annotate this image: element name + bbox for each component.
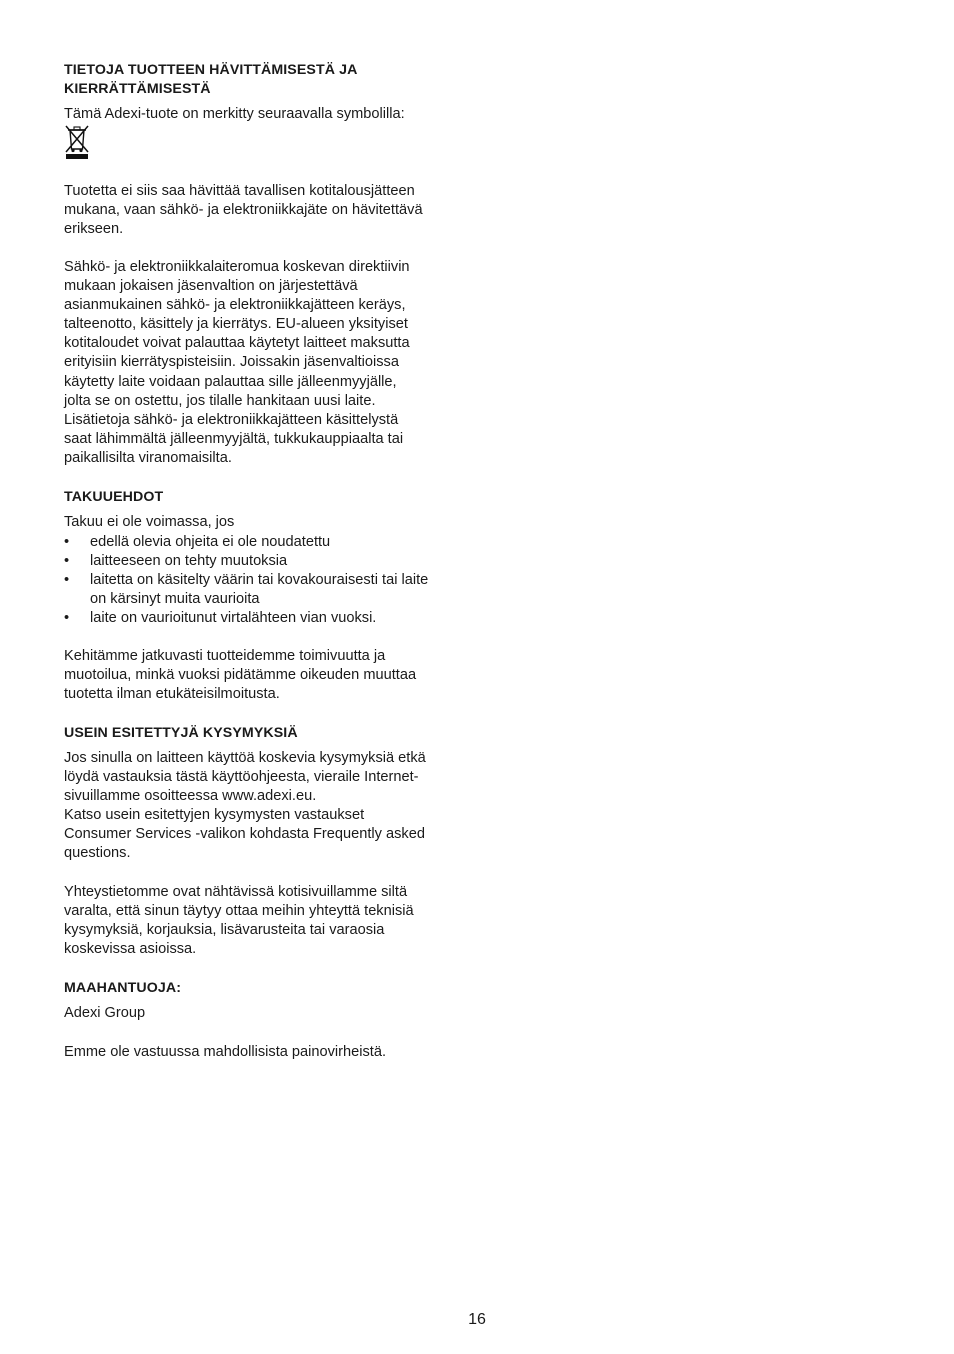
- faq-paragraph-1: [64, 749, 474, 864]
- disposal-intro: Tämä Adexi-tuote on merkitty seuraavalla symbolilla:: [64, 106, 405, 122]
- text-line: Lisätietoja sähkö- ja elektroniikkajätteen käsittelystä: [64, 411, 399, 428]
- bullet-icon: •: [64, 534, 70, 550]
- faq-heading: USEIN ESITETTYJÄ KYSYMYKSIÄ: [64, 725, 298, 741]
- text-line: koskevissa asioissa.: [64, 941, 197, 958]
- importer-heading: MAAHANTUOJA:: [64, 980, 182, 996]
- text-line: questions.: [64, 845, 131, 862]
- text-line: käytetty laite voidaan palauttaa sille jälleenmyyjälle,: [64, 373, 397, 390]
- text-line: erityisiin kierrätyspisteisiin. Joissakin jäsenvaltioissa: [64, 354, 399, 371]
- warranty-condition-item: [64, 571, 474, 609]
- disposal-heading-line: KIERRÄTTÄMISESTÄ: [64, 81, 211, 97]
- bullet-icon: •: [64, 610, 70, 627]
- text-line: saat lähimmältä jälleenmyyjältä, tukkukauppiaalta tai: [64, 430, 404, 447]
- text-line: Jos sinulla on laitteen käyttöä koskevia kysymyksiä etkä: [64, 750, 426, 766]
- text-line: varalta, että sinun täytyy ottaa meihin yhteyttä teknisiä: [64, 903, 414, 920]
- text-line: kotitaloudet voivat palauttaa käytetyt laitteet maksutta: [64, 335, 410, 352]
- printing-errors-disclaimer: Emme ole vastuussa mahdollisista painovirheistä.: [64, 1044, 387, 1060]
- faq-paragraph-2: [64, 883, 474, 959]
- text-line: tuotetta ilman etukäteisilmoitusta.: [64, 686, 280, 703]
- text-line: jolta se on ostettu, jos tilalle hankitaan uusi laite.: [64, 392, 376, 409]
- text-line: laitteeseen on tehty muutoksia: [90, 553, 288, 570]
- text-line: Consumer Services -valikon kohdasta Frequently asked: [64, 826, 425, 843]
- text-line: mukana, vaan sähkö- ja elektroniikkajäte on hävitettävä: [64, 202, 423, 219]
- text-line: Kehitämme jatkuvasti tuotteidemme toimivuutta ja: [64, 648, 386, 664]
- disposal-heading: [64, 61, 474, 99]
- text-line: Sähkö- ja elektroniikkalaiteromua koskevan direktiivin: [64, 259, 410, 275]
- disposal-paragraph-2: [64, 258, 474, 468]
- text-line: löydä vastauksia tästä käyttöohjeesta, vieraile Internet-: [64, 769, 419, 786]
- warranty-intro: Takuu ei ole voimassa, jos: [64, 514, 235, 530]
- text-line: Tuotetta ei siis saa hävittää tavallisen kotitalousjätteen: [64, 183, 415, 199]
- disposal-paragraph-1: [64, 182, 474, 239]
- importer-name: Adexi Group: [64, 1005, 146, 1021]
- text-line: Yhteystietomme ovat nähtävissä kotisivuillamme siltä: [64, 884, 408, 900]
- text-line: asianmukainen sähkö- ja elektroniikkajätteen keräys,: [64, 297, 406, 314]
- weee-crossed-bin-icon: [64, 124, 90, 160]
- text-line: mukaan jokaisen jäsenvaltion on järjestettävä: [64, 278, 358, 295]
- text-line: muotoilua, minkä vuoksi pidätämme oikeuden muuttaa: [64, 667, 417, 684]
- warranty-heading: TAKUUEHDOT: [64, 489, 164, 505]
- text-line: paikallisilta viranomaisilta.: [64, 449, 232, 466]
- text-line: on kärsinyt muita vaurioita: [90, 591, 260, 608]
- text-line: edellä olevia ohjeita ei ole noudatettu: [90, 534, 331, 550]
- text-line: Katso usein esitettyjen kysymysten vastaukset: [64, 807, 365, 824]
- text-line: erikseen.: [64, 221, 124, 238]
- text-line: kysymyksiä, korjauksia, lisävarusteita tai varaosia: [64, 922, 385, 939]
- warranty-condition-item: [64, 609, 474, 628]
- text-line: sivuillamme osoitteessa www.adexi.eu.: [64, 788, 317, 805]
- warranty-conditions-list: [64, 533, 474, 628]
- warranty-condition-item: [64, 552, 474, 571]
- text-line: laitetta on käsitelty väärin tai kovakouraisesti tai laite: [90, 572, 429, 589]
- page-number: 16: [468, 1311, 486, 1328]
- warranty-paragraph: [64, 647, 474, 704]
- disposal-heading-line: TIETOJA TUOTTEEN HÄVITTÄMISESTÄ JA: [64, 62, 358, 78]
- text-line: talteenotto, käsittely ja kierrätys. EU-alueen yksityiset: [64, 316, 408, 333]
- bullet-icon: •: [64, 553, 70, 570]
- bullet-icon: •: [64, 572, 70, 589]
- text-line: laite on vaurioitunut virtalähteen vian vuoksi.: [90, 610, 377, 627]
- warranty-condition-item: [64, 533, 474, 552]
